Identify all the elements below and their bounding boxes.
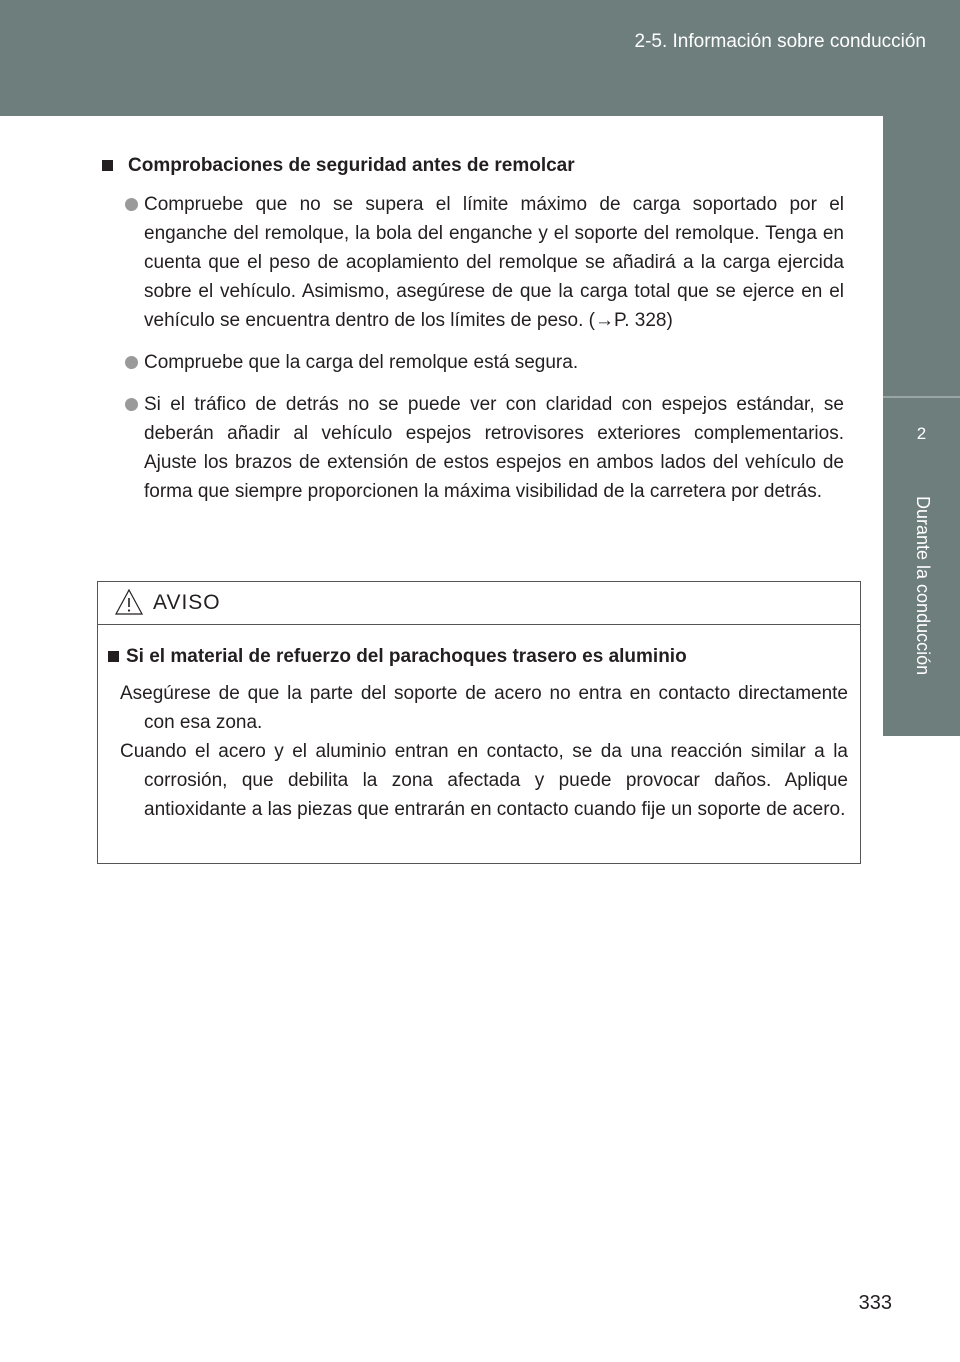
section-title: 2-5. Información sobre conducción <box>634 31 926 52</box>
section-heading-text: Comprobaciones de seguridad antes de remolcar <box>128 155 575 176</box>
page-header <box>0 0 960 116</box>
list-item <box>100 348 844 377</box>
warning-heading <box>120 643 852 671</box>
tab-divider <box>883 396 960 398</box>
page-number: 333 <box>858 1292 892 1314</box>
list-item-text: Si el tráfico de detrás no se puede ver con claridad con espejos estándar, se deberán añadir al vehículo espejos retrovisores exteriores complementarios. Ajuste los brazos de extensión de estos espejos en ambos lados del vehículo de forma que siempre proporcionen la máxima visibilidad de la carretera por detrás. <box>144 394 844 502</box>
square-bullet-icon <box>102 160 113 171</box>
warning-paragraph: Cuando el acero y el aluminio entran en contacto, se da una reacción similar a la corrosión, que debilita la zona afectada y puede provocar daños. Aplique antioxidante a las piezas que entrarán en contacto cuando fije un soporte de acero. <box>120 741 848 820</box>
warning-paragraph: Asegúrese de que la parte del soporte de acero no entra en contacto directamente con esa zona. <box>120 683 848 733</box>
main-content <box>100 152 844 519</box>
chapter-number: 2 <box>916 424 927 443</box>
section-heading <box>100 152 844 180</box>
list-item-text: Compruebe que la carga del remolque está segura. <box>144 352 579 373</box>
square-bullet-icon <box>108 651 119 662</box>
list-item-text: Compruebe que no se supera el límite máximo de carga soportado por el enganche del remolque, la bola del enganche y el soporte del remolque. Tenga en cuenta que el peso de acoplamiento del remolque se añadirá a la carga ejercida sobre el vehículo. Asimismo, asegúrese de que la carga total que se ejerce en el vehículo se encuentra dentro de los límites de peso. (→P. 328) <box>144 194 844 331</box>
round-bullet-icon <box>125 198 138 211</box>
round-bullet-icon <box>125 356 138 369</box>
list-item <box>100 190 844 335</box>
chapter-side-tab <box>883 116 960 736</box>
list-item <box>100 390 844 506</box>
warning-header <box>98 582 860 625</box>
chapter-label: Durante la conducción <box>913 496 933 676</box>
warning-heading-text: Si el material de refuerzo del parachoques trasero es aluminio <box>126 646 687 667</box>
round-bullet-icon <box>125 398 138 411</box>
warning-title: AVISO <box>153 591 221 614</box>
warning-body <box>98 625 860 824</box>
warning-triangle-icon <box>114 588 144 616</box>
warning-box <box>97 581 861 864</box>
